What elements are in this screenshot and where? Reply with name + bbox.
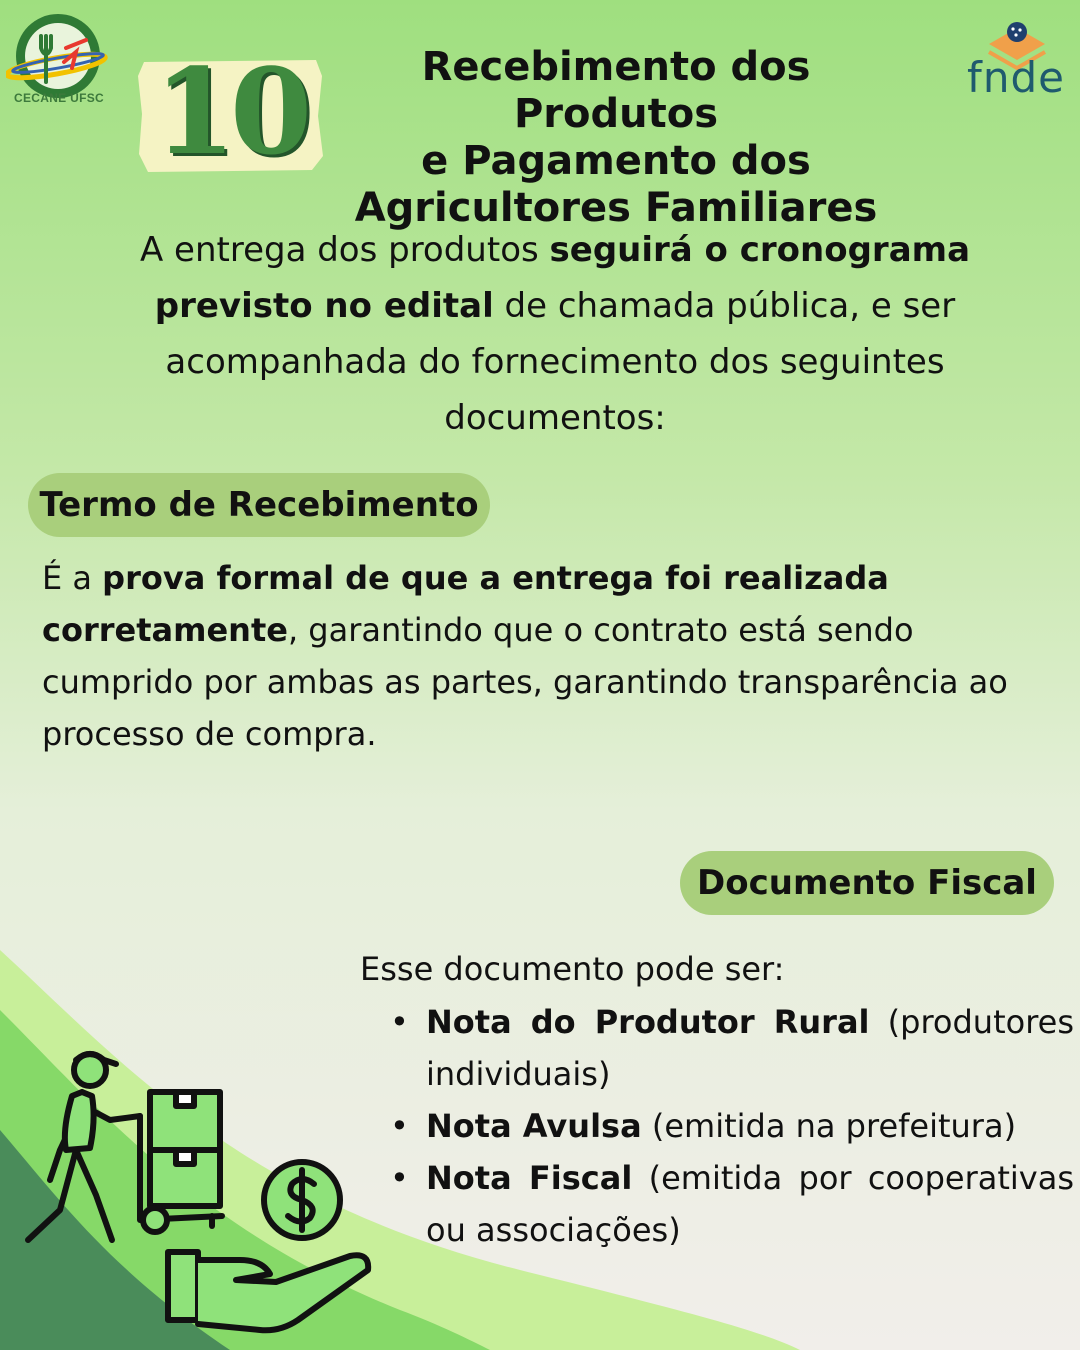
termo-text-2: , garantindo que o contrato está sendo cumprido por ambas as partes, garantindo transparência ao processo de compra. (42, 611, 1008, 753)
title-line-2: e Pagamento dos (421, 138, 811, 184)
dollar-coin-icon (264, 1162, 340, 1238)
list-item-text: (emitida na prefeitura) (641, 1107, 1017, 1145)
title-line-3: Agricultores Familiares (354, 185, 878, 231)
step-number: 10 (153, 42, 307, 181)
documento-heading: Documento Fiscal (697, 863, 1037, 903)
intro-text-2: de chamada pública, e ser acompanhada do fornecimento dos seguintes documentos: (165, 286, 956, 438)
list-item-text: (emitida por cooperativas ou associações) (426, 1159, 1075, 1249)
intro-bold: seguirá o cronograma previsto no edital (154, 230, 971, 326)
termo-heading: Termo de Recebimento (39, 485, 479, 525)
termo-bold: prova formal de que a entrega foi realizada corretamente (42, 559, 889, 649)
documento-heading-pill (680, 851, 1054, 915)
boxes-icon (140, 1092, 222, 1232)
termo-heading-pill (28, 473, 490, 537)
hand-dollar-icon (168, 1252, 368, 1330)
list-item (390, 1152, 1074, 1256)
documento-intro: Esse documento pode ser: (360, 950, 785, 988)
termo-text-1: É a (42, 559, 103, 597)
list-item-bold: Nota do Produtor Rural (426, 1003, 870, 1041)
list-item-text: (produtores individuais) (426, 1003, 1075, 1093)
fnde-logo-text: fnde (967, 53, 1065, 102)
list-item (390, 996, 1074, 1100)
documento-list (390, 996, 1074, 1256)
list-item (390, 1100, 1074, 1152)
list-item-bold: Nota Fiscal (426, 1159, 633, 1197)
intro-text-1: A entrega dos produtos (139, 230, 550, 270)
cecane-logo-text: CECANE UFSC (14, 91, 104, 105)
intro-paragraph (120, 222, 990, 446)
termo-description (42, 552, 1052, 760)
delivery-illustration (0, 1020, 400, 1350)
page-title (326, 44, 906, 232)
list-item-bold: Nota Avulsa (426, 1107, 642, 1145)
title-line-1: Recebimento dos Produtos (421, 44, 811, 137)
delivery-person-icon (28, 1054, 140, 1240)
